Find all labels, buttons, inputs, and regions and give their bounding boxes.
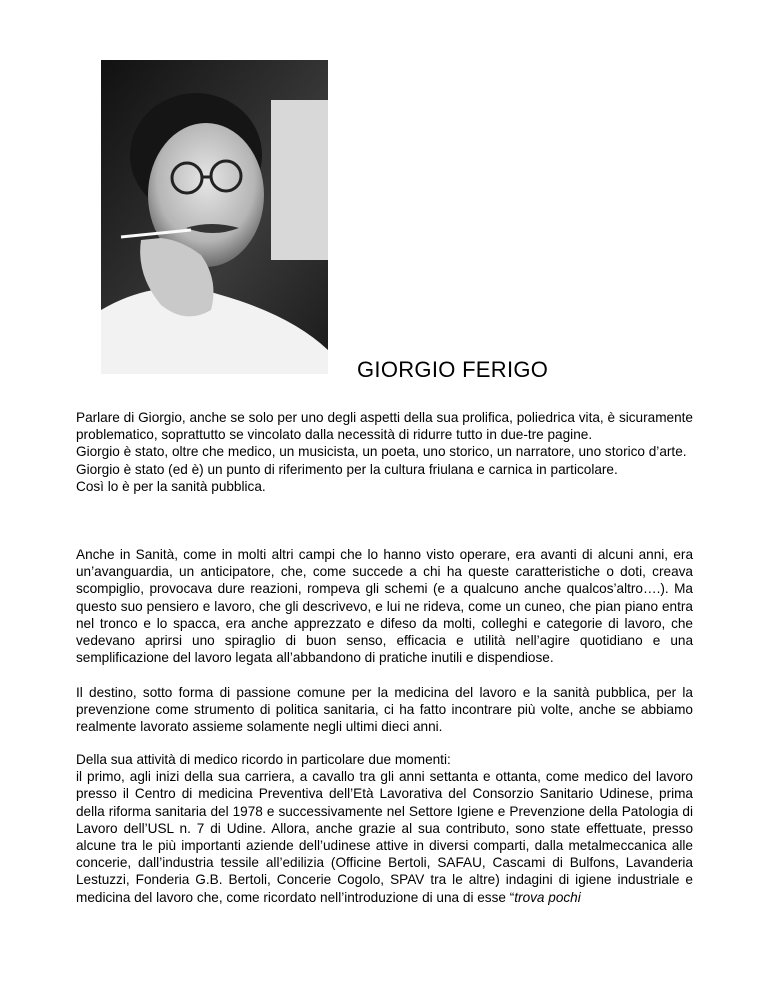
paragraph: Della sua attività di medico ricordo in particolare due momenti: bbox=[76, 752, 451, 767]
quote-text: trova pochi bbox=[514, 889, 581, 905]
paragraph: Giorgio è stato (ed è) un punto di riferimento per la cultura friulana e carnica in particolare. bbox=[76, 461, 618, 477]
text-block-sanita bbox=[76, 546, 693, 666]
paragraph: Anche in Sanità, come in molti altri campi che lo hanno visto operare, era avanti di alcuni anni, era un’avanguardia, un anticipatore, che, come succede a chi ha queste caratteristiche o doti, creava scompiglio, provocava dure reazioni, rompeva gli schemi (e a qualcuno anche qualcos’altro….). Ma questo suo pensiero e lavoro, che gli descrivevo, e lui ne rideva, come un cuneo, che pian piano entra nel tronco e lo spacca, era anche apprezzato e difeso da molti, colleghi e categorie di lavoro, che vedevano aprirsi uno spiraglio di buon senso, efficacia e utilità nell’agire quotidiano e una semplificazione del lavoro legata all’abbandono di pratiche inutili e dispendiose. bbox=[76, 547, 693, 666]
portrait-photo bbox=[101, 60, 328, 374]
text-block-destino bbox=[76, 684, 693, 736]
text-block-attivita bbox=[76, 751, 693, 906]
paragraph: Giorgio è stato, oltre che medico, un musicista, un poeta, uno storico, un narratore, uno storico d’arte. bbox=[76, 444, 687, 460]
paragraph bbox=[76, 768, 693, 906]
page-title: GIORGIO FERIGO bbox=[357, 357, 549, 382]
paragraph-text: il primo, agli inizi della sua carriera, a cavallo tra gli anni settanta e ottanta, come medico del lavoro presso il Centro di medicina Preventiva dell’Età Lavorativa del Consorzio Sanitario Udinese, prima della riforma sanitaria del 1978 e successivamente nel Settore Igiene e Prevenzione della Patologia di Lavoro dell’USL n. 7 di Udine. Allora, anche grazie al sua contributo, sono state effettuate, presso alcune tra le più importanti aziende dell’udinese attive in diversi comparti, dalla metalmeccanica alle concerie, dall’industria tessile all’edilizia (Officine Bertoli, SAFAU, Cascami di Bulfons, Lavanderia Lestuzzi, Fonderia G.B. Bertoli, Concerie Cogolo, SPAV tra le altre) indagini di igiene industriale e medicina del lavoro che, come ricordato nell’introduzione di una di esse “ bbox=[76, 769, 693, 905]
paragraph: Parlare di Giorgio, anche se solo per uno degli aspetti della sua prolifica, poliedrica vita, è sicuramente problematico, soprattutto se vincolato dalla necessità di ridurre tutto in due-tre pagine. bbox=[76, 410, 693, 443]
paragraph: Così lo è per la sanità pubblica. bbox=[76, 478, 266, 494]
portrait-image bbox=[101, 60, 328, 374]
paragraph: Il destino, sotto forma di passione comune per la medicina del lavoro e la sanità pubblica, per la prevenzione come strumento di politica sanitaria, ci ha fatto incontrare più volte, anche se abbiamo realmente lavorato assieme solamente negli ultimi dieci anni. bbox=[76, 685, 693, 735]
text-block-intro bbox=[76, 409, 693, 495]
